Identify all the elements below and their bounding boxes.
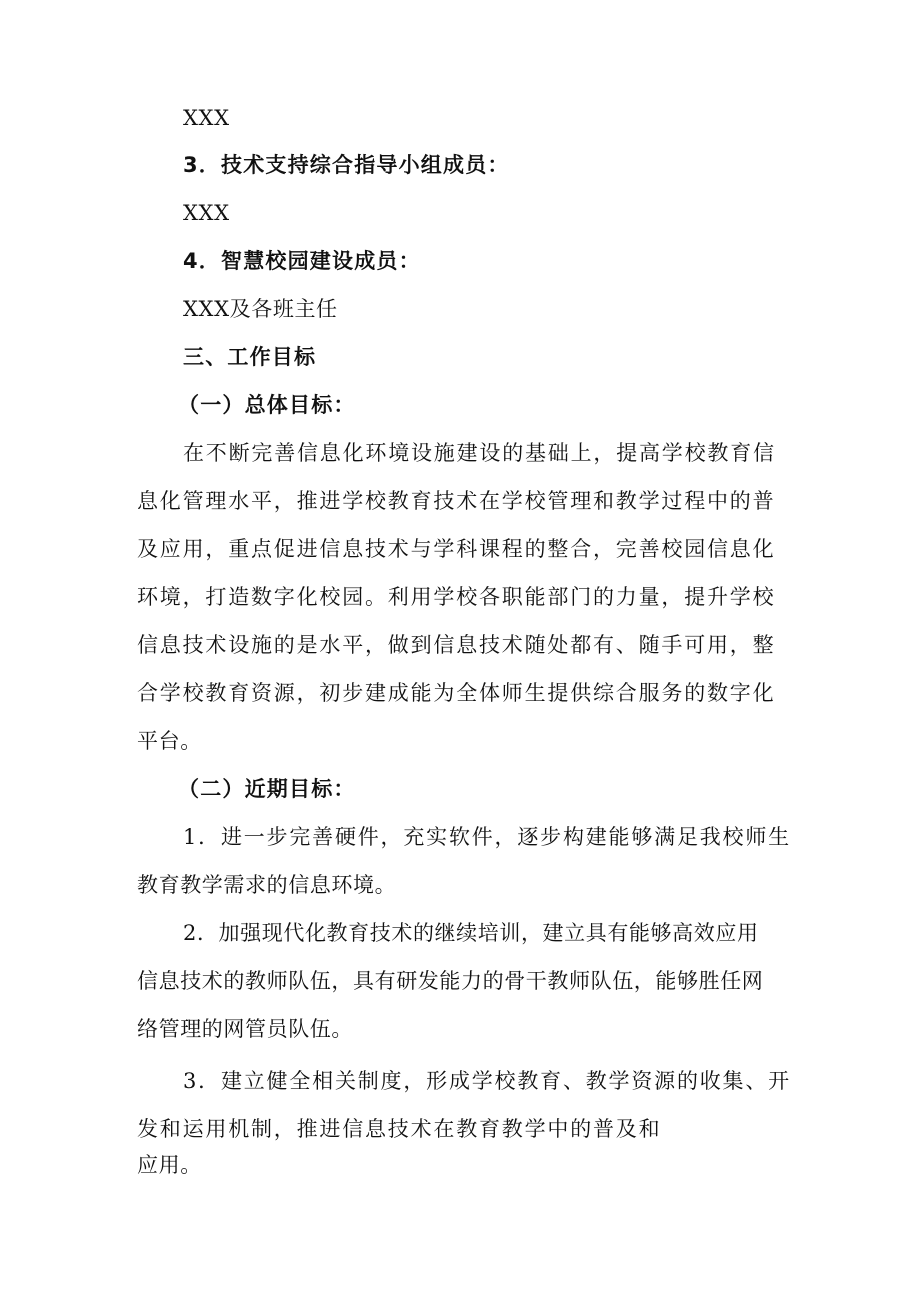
paragraph-line: 环境，打造数字化校园。利用学校各职能部门的力量，提升学校 [137,585,776,609]
paragraph-line: 教育教学需求的信息环境。 [137,873,397,897]
paragraph-line: 信息技术的教师队伍，具有研发能力的骨干教师队伍，能够胜任网 [137,969,764,993]
paragraph-line: 络管理的网管员队伍。 [137,1017,353,1041]
paragraph-line: 发和运用机制，推进信息技术在教育教学中的普及和 [137,1117,662,1141]
section-heading-smart-campus: 4．智慧校园建设成员： [183,249,421,273]
paragraph-line: 合学校教育资源，初步建成能为全体师生提供综合服务的数字化 [137,681,776,705]
section-heading-tech-support: 3．技术支持综合指导小组成员： [183,153,510,177]
member-name-line: XXX [183,106,230,130]
member-name-line: XXX [183,201,230,225]
paragraph-line: 2．加强现代化教育技术的继续培训，建立具有能够高效应用 [183,921,759,945]
paragraph-line: 平台。 [137,729,202,753]
subheading-near-term-goals: （二）近期目标： [178,777,356,801]
paragraph-line: 1．进一步完善硬件，充实软件，逐步构建能够满足我校师生 [183,825,791,849]
subheading-overall-goals: （一）总体目标： [178,393,356,417]
paragraph-line: 3．建立健全相关制度，形成学校教育、教学资源的收集、开 [183,1069,791,1093]
member-name-line: XXX及各班主任 [183,297,338,321]
paragraph-line: 在不断完善信息化环境设施建设的基础上，提高学校教育信 [183,441,776,465]
chapter-heading-work-goals: 三、工作目标 [183,345,317,369]
paragraph-line: 信息技术设施的是水平，做到信息技术随处都有、随手可用，整 [137,633,776,657]
paragraph-line: 及应用，重点促进信息技术与学科课程的整合，完善校园信息化 [137,537,776,561]
paragraph-line: 息化管理水平，推进学校教育技术在学校管理和教学过程中的普 [137,489,776,513]
paragraph-line: 应用。 [137,1153,202,1177]
